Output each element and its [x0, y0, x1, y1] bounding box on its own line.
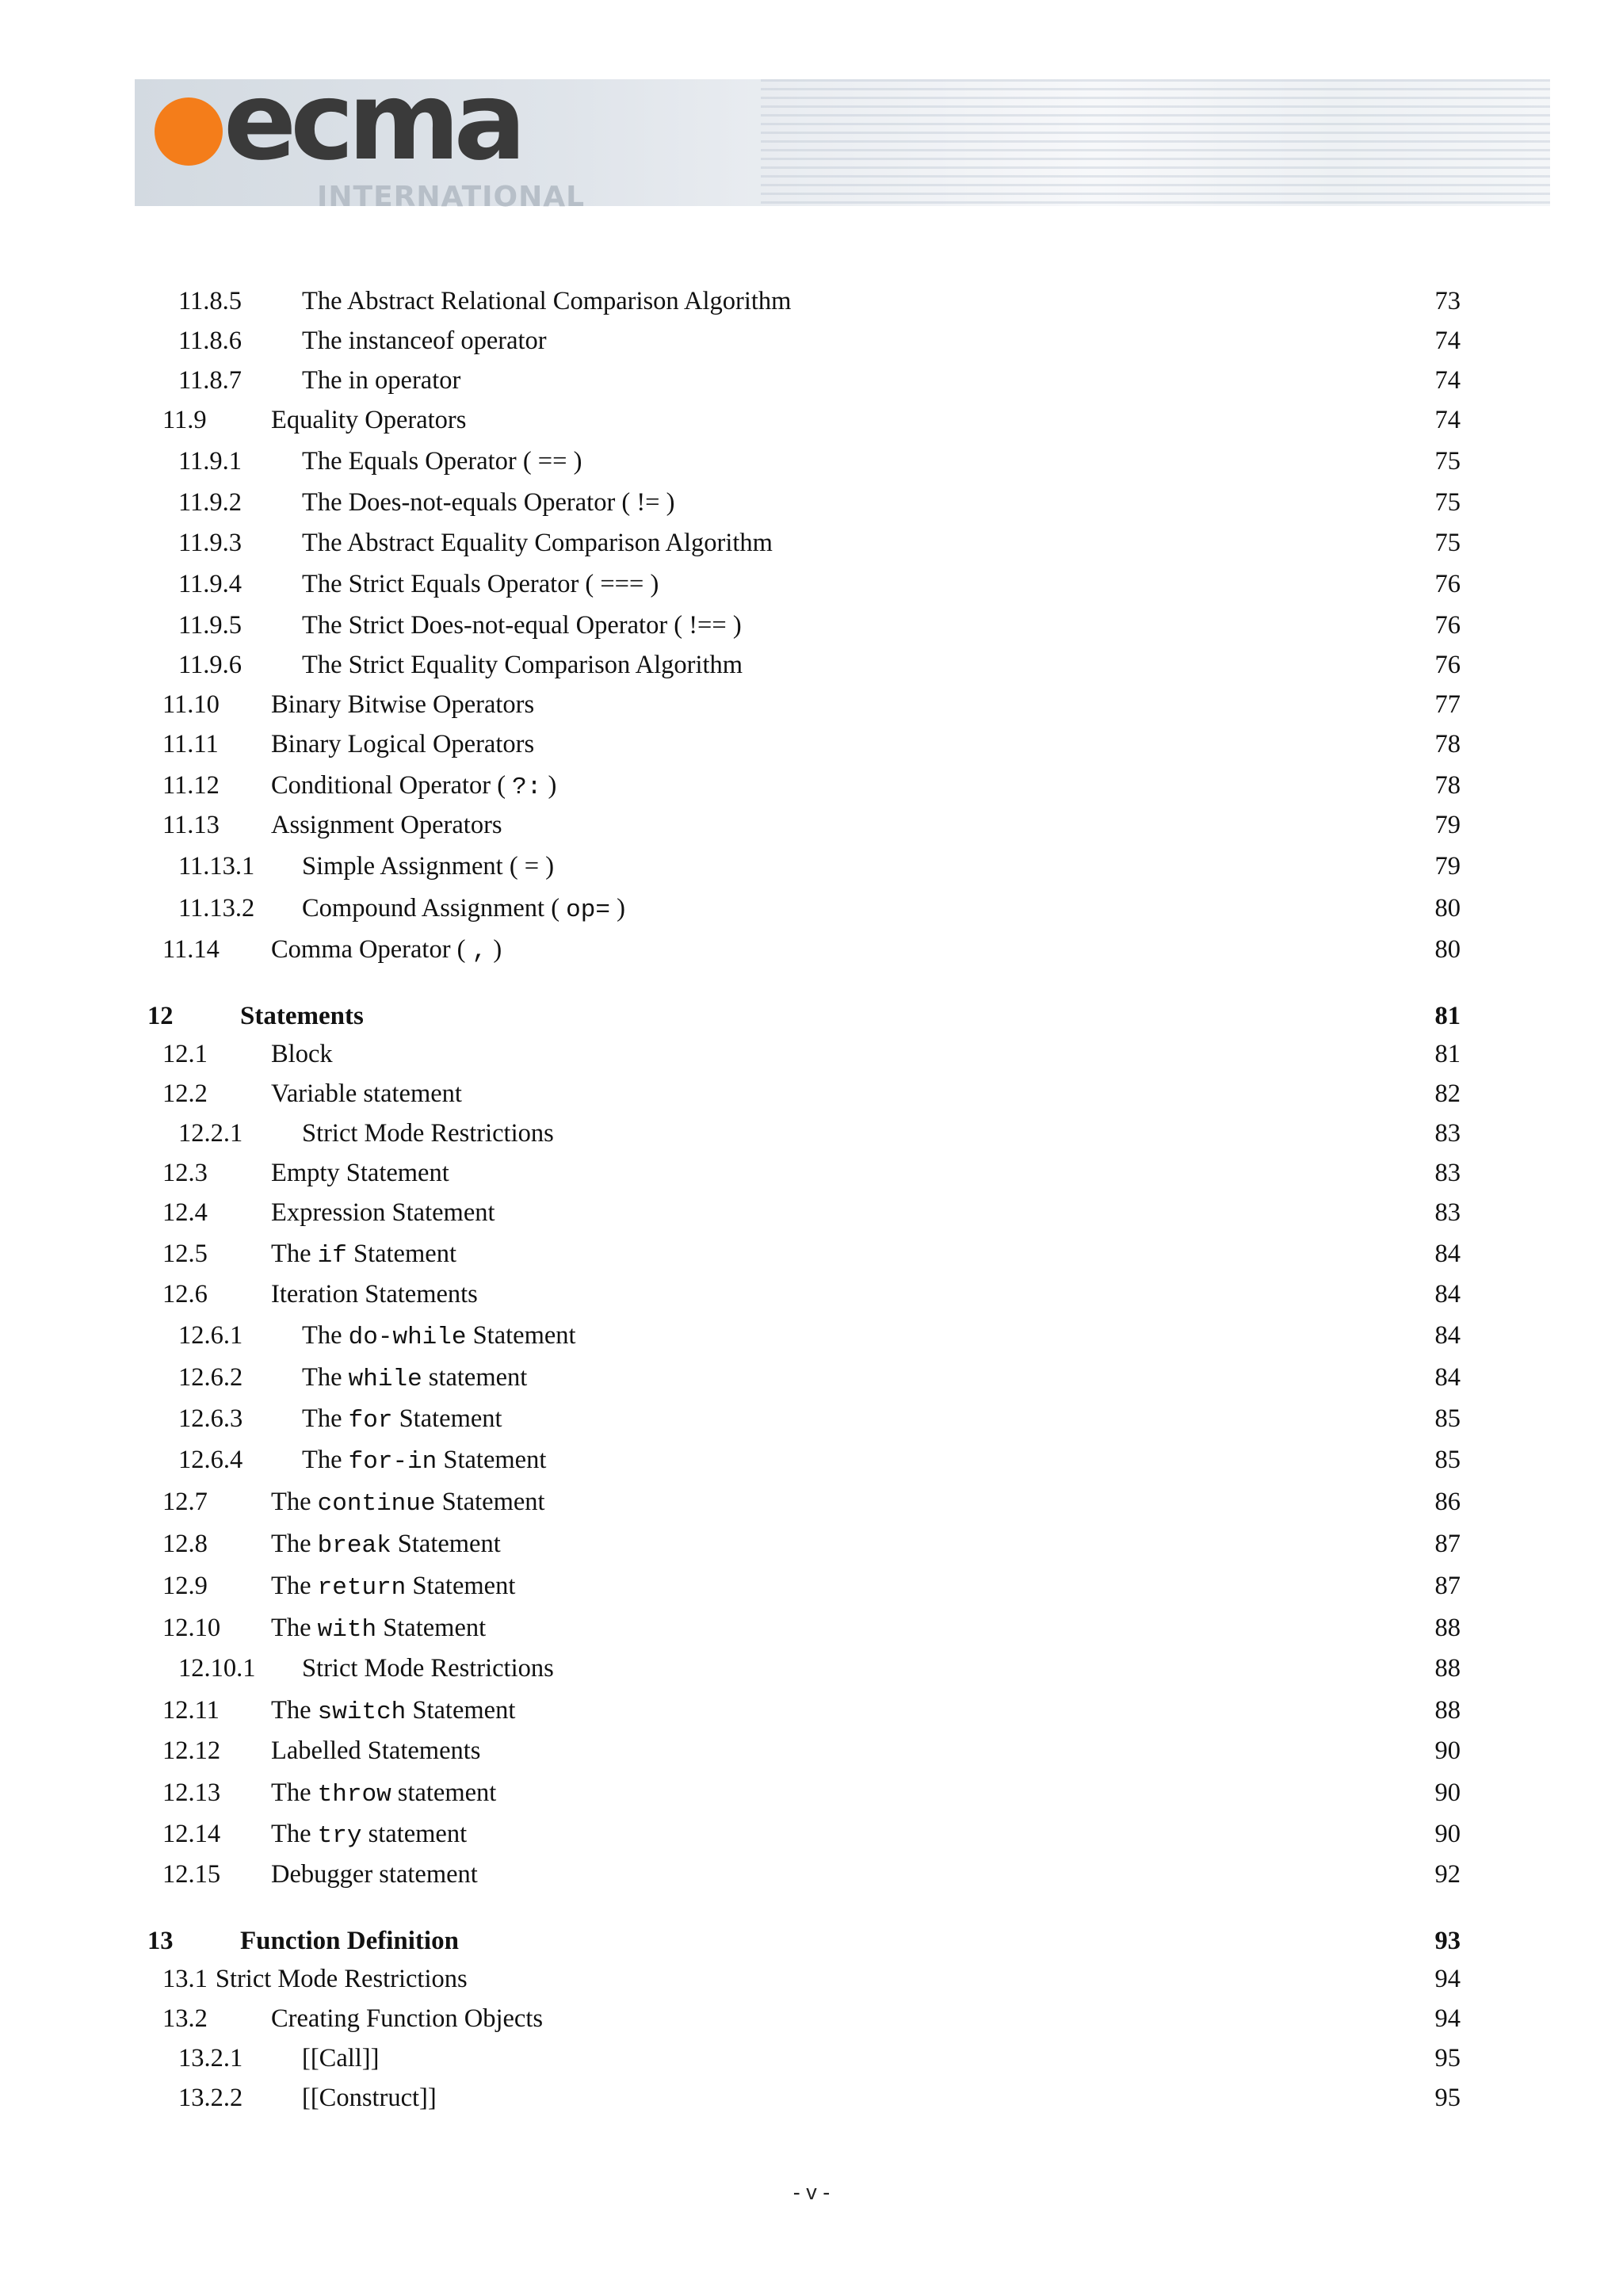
- title-text: Conditional Operator (: [271, 771, 513, 800]
- toc-entry-page: 90: [1434, 1736, 1461, 1765]
- toc-entry-page: 75: [1434, 488, 1461, 517]
- code-keyword: with: [317, 1616, 377, 1644]
- toc-entry-page: 88: [1434, 1654, 1461, 1683]
- toc-entry[interactable]: [0, 1360, 1623, 1395]
- title-text: Equality Operators: [271, 406, 467, 434]
- toc-entry-page: 84: [1434, 1280, 1461, 1308]
- title-text: The: [302, 1321, 349, 1350]
- title-text: The Abstract Relational Comparison Algorithm: [302, 287, 792, 315]
- toc-entry-page: 90: [1434, 1778, 1461, 1807]
- toc-entry-title: [271, 1693, 515, 1730]
- toc-entry[interactable]: [0, 1277, 1623, 1312]
- title-text: Creating Function Objects: [271, 2004, 543, 2033]
- toc-entry-title: [271, 727, 534, 762]
- toc-entry-title: [271, 403, 466, 437]
- ecma-logo-wordmark: ecma: [223, 59, 521, 185]
- toc-entry[interactable]: [0, 567, 1623, 602]
- title-text: The in operator: [302, 366, 461, 395]
- toc-entry-title: [271, 1526, 501, 1564]
- code-keyword: op=: [566, 896, 610, 924]
- title-text: Simple Assignment ( = ): [302, 852, 555, 881]
- toc-entry-number: 11.9.3: [178, 529, 242, 557]
- toc-entry-page: 83: [1434, 1159, 1461, 1187]
- toc-entry-page: 85: [1434, 1404, 1461, 1433]
- toc-entry-page: 75: [1434, 529, 1461, 557]
- title-text: Compound Assignment (: [302, 894, 567, 923]
- title-text: Iteration Statements: [271, 1280, 478, 1308]
- toc-entry-number: 12.7: [162, 1488, 208, 1516]
- toc-entry-number: 12.6.3: [178, 1404, 243, 1433]
- toc-entry[interactable]: [0, 1775, 1623, 1810]
- title-text: The: [271, 1820, 318, 1848]
- toc-entry-title: [302, 1318, 576, 1355]
- toc-entry-number: 12.12: [162, 1736, 221, 1765]
- toc-entry-page: 95: [1434, 2084, 1461, 2112]
- title-text: The Strict Equals Operator ( === ): [302, 570, 659, 598]
- title-text: Block: [271, 1040, 333, 1068]
- toc-entry-number: 12.14: [162, 1820, 221, 1848]
- code-keyword: try: [317, 1822, 362, 1850]
- title-text: The Abstract Equality Comparison Algorithm: [302, 529, 773, 557]
- title-text: Statements: [240, 1002, 364, 1030]
- toc-entry-title: [302, 1401, 502, 1438]
- toc-entry-title: [302, 567, 659, 602]
- toc-entry-number: 12.1: [162, 1040, 208, 1068]
- header-banner-stripes: [761, 79, 1550, 206]
- title-text: [[Call]]: [302, 2044, 380, 2073]
- toc-entry-page: 94: [1434, 1965, 1461, 1993]
- toc-entry[interactable]: [0, 403, 1623, 437]
- toc-entry[interactable]: [0, 2041, 1623, 2076]
- toc-entry[interactable]: [0, 648, 1623, 682]
- code-keyword: switch: [317, 1698, 407, 1726]
- title-text: The: [271, 1778, 318, 1807]
- toc-entry-page: 74: [1434, 366, 1461, 395]
- toc-entry-page: 88: [1434, 1696, 1461, 1725]
- title-text: The: [271, 1240, 318, 1268]
- toc-entry-page: 81: [1434, 1002, 1461, 1030]
- title-text: Expression Statement: [271, 1198, 495, 1227]
- toc-entry-title: [302, 284, 791, 319]
- toc-entry-page: 83: [1434, 1119, 1461, 1148]
- toc-entry[interactable]: [0, 768, 1623, 803]
- toc-entry-page: 94: [1434, 2004, 1461, 2033]
- title-text: Statement: [376, 1614, 487, 1642]
- toc-entry-page: 93: [1434, 1927, 1461, 1955]
- toc-entry-number: 11.9.6: [178, 651, 242, 679]
- toc-entry-number: 13.1: [162, 1965, 208, 1993]
- toc-entry-page: 79: [1434, 811, 1461, 839]
- toc-entry[interactable]: [0, 808, 1623, 842]
- toc-entry-title: [302, 525, 773, 560]
- toc-entry[interactable]: [0, 727, 1623, 762]
- toc-entry-page: 80: [1434, 935, 1461, 964]
- title-text: Labelled Statements: [271, 1736, 481, 1765]
- toc-entry-number: 12.5: [162, 1240, 208, 1268]
- toc-entry-title: [302, 1442, 546, 1480]
- toc-entry[interactable]: [0, 2080, 1623, 2115]
- toc-entry-page: 81: [1434, 1040, 1461, 1068]
- title-text: Binary Logical Operators: [271, 730, 535, 758]
- toc-entry[interactable]: [0, 444, 1623, 479]
- toc-entry-title: [271, 768, 556, 805]
- toc-entry-number: 11.9.1: [178, 447, 242, 476]
- title-text: The instanceof operator: [302, 327, 547, 355]
- toc-entry-title: [302, 1116, 554, 1151]
- title-text: The: [271, 1530, 318, 1558]
- title-text: Statement: [346, 1240, 456, 1268]
- toc-entry[interactable]: [0, 1156, 1623, 1190]
- title-text: Variable statement: [271, 1079, 462, 1108]
- toc-entry-page: 80: [1434, 894, 1461, 923]
- toc-entry[interactable]: [0, 2001, 1623, 2036]
- code-keyword: if: [317, 1242, 347, 1270]
- toc-entry-page: 77: [1434, 690, 1461, 719]
- toc-entry[interactable]: [0, 1076, 1623, 1111]
- toc-entry-page: 76: [1434, 611, 1461, 640]
- toc-entry-number: 12: [147, 1002, 174, 1030]
- toc-entry-number: 12.6.1: [178, 1321, 243, 1350]
- toc-entry[interactable]: [0, 1116, 1623, 1151]
- toc-entry-title: [271, 1775, 496, 1813]
- title-text: Binary Bitwise Operators: [271, 690, 535, 719]
- toc-entry[interactable]: [0, 999, 1623, 1033]
- toc-entry-number: 12.10.1: [178, 1654, 256, 1683]
- toc-entry-page: 83: [1434, 1198, 1461, 1227]
- toc-entry-title: [302, 849, 554, 884]
- title-text: The: [302, 1363, 349, 1392]
- toc-entry-title: [302, 485, 674, 520]
- toc-entry[interactable]: [0, 1817, 1623, 1851]
- toc-entry[interactable]: [0, 1924, 1623, 1958]
- title-text: Statement: [391, 1530, 501, 1558]
- title-text: Statement: [466, 1321, 576, 1350]
- toc-entry-page: 74: [1434, 406, 1461, 434]
- toc-entry-number: 12.10: [162, 1614, 221, 1642]
- toc-entry-page: 92: [1434, 1860, 1461, 1889]
- toc-entry-number: 11.8.6: [178, 327, 242, 355]
- toc-entry-title: [271, 1484, 545, 1522]
- toc-entry-page: 84: [1434, 1321, 1461, 1350]
- title-text: statement: [422, 1363, 528, 1392]
- toc-entry[interactable]: [0, 323, 1623, 358]
- toc-entry-page: 95: [1434, 2044, 1461, 2073]
- toc-entry-number: 13.2.2: [178, 2084, 243, 2112]
- toc-entry-title: [271, 1156, 449, 1190]
- toc-entry-title: [302, 323, 547, 358]
- toc-entry-number: 11.13: [162, 811, 220, 839]
- toc-entry-page: 86: [1434, 1488, 1461, 1516]
- toc-entry-page: 90: [1434, 1820, 1461, 1848]
- toc-entry[interactable]: [0, 1610, 1623, 1645]
- toc-entry-page: 87: [1434, 1572, 1461, 1600]
- toc-entry[interactable]: [0, 1484, 1623, 1519]
- toc-entry-page: 76: [1434, 651, 1461, 679]
- toc-entry-number: 11.9.2: [178, 488, 242, 517]
- toc-entry-number: 12.6: [162, 1280, 208, 1308]
- toc-entry[interactable]: [0, 891, 1623, 926]
- toc-entry-number: 11.8.5: [178, 287, 242, 315]
- toc-entry[interactable]: [0, 1037, 1623, 1072]
- toc-entry-number: 11.14: [162, 935, 220, 964]
- toc-entry-title: [271, 932, 502, 969]
- toc-entry-page: 79: [1434, 852, 1461, 881]
- toc-entry-number: 12.4: [162, 1198, 208, 1227]
- toc-entry[interactable]: [0, 485, 1623, 520]
- toc-entry-title: [271, 1568, 515, 1606]
- title-text: Assignment Operators: [271, 811, 502, 839]
- toc-entry-number: 11.8.7: [178, 366, 242, 395]
- ecma-logo-subtitle: INTERNATIONAL: [317, 181, 586, 213]
- title-text: Statement: [437, 1446, 547, 1474]
- toc-entry-number: 12.3: [162, 1159, 208, 1187]
- toc-entry-number: 12.15: [162, 1860, 221, 1889]
- page-number-footer: - v -: [792, 2180, 831, 2204]
- toc-entry-title: [302, 648, 743, 682]
- toc-entry-title: [302, 891, 625, 928]
- toc-entry-number: 12.6.4: [178, 1446, 243, 1474]
- toc-entry-number: 13.2.1: [178, 2044, 243, 2073]
- toc-entry-page: 74: [1434, 327, 1461, 355]
- toc-entry-page: 82: [1434, 1079, 1461, 1108]
- toc-entry-title: [302, 363, 460, 398]
- title-text: Empty Statement: [271, 1159, 449, 1187]
- toc-entry-title: [240, 1924, 459, 1958]
- toc-entry-number: 11.13.2: [178, 894, 255, 923]
- code-keyword: continue: [317, 1490, 436, 1518]
- toc-entry[interactable]: [0, 932, 1623, 967]
- toc-entry[interactable]: [0, 1318, 1623, 1353]
- toc-entry-title: [271, 1195, 495, 1230]
- toc-entry[interactable]: [0, 1401, 1623, 1436]
- title-text: The: [271, 1572, 318, 1600]
- toc-entry-page: 76: [1434, 570, 1461, 598]
- toc-entry-title: [240, 999, 364, 1033]
- toc-entry-title: [302, 444, 582, 479]
- toc-entry-number: 12.11: [162, 1696, 220, 1725]
- toc-entry[interactable]: [0, 284, 1623, 319]
- code-keyword: ,: [472, 938, 487, 965]
- toc-entry-number: 12.13: [162, 1778, 221, 1807]
- title-text: Strict Mode Restrictions: [302, 1654, 554, 1683]
- toc-entry-title: [271, 1733, 480, 1768]
- toc-entry[interactable]: [0, 1857, 1623, 1892]
- toc-entry-title: [271, 2001, 543, 2036]
- code-keyword: do-while: [348, 1324, 467, 1351]
- code-keyword: while: [348, 1366, 422, 1393]
- title-text: The: [271, 1614, 318, 1642]
- title-text: statement: [391, 1778, 497, 1807]
- toc-entry-number: 12.9: [162, 1572, 208, 1600]
- toc-entry[interactable]: [0, 608, 1623, 643]
- toc-entry-number: 12.6.2: [178, 1363, 243, 1392]
- toc-entry-page: 78: [1434, 730, 1461, 758]
- title-text: The: [302, 1404, 349, 1433]
- toc-entry-title: [271, 1037, 333, 1072]
- toc-entry-number: 11.10: [162, 690, 220, 719]
- code-keyword: return: [317, 1574, 407, 1602]
- toc-entry[interactable]: [0, 1526, 1623, 1561]
- toc-entry-number: 11.9.5: [178, 611, 242, 640]
- toc-entry-title: [271, 1857, 478, 1892]
- toc-entry-title: [271, 1817, 467, 1854]
- toc-entry-title: [271, 1076, 462, 1111]
- toc-entry-title: [302, 2041, 379, 2076]
- toc-entry[interactable]: [0, 849, 1623, 884]
- toc-entry-page: 84: [1434, 1363, 1461, 1392]
- code-keyword: break: [317, 1532, 391, 1560]
- toc-entry[interactable]: [0, 525, 1623, 560]
- title-text: The Strict Does-not-equal Operator ( !== ): [302, 611, 742, 640]
- title-text: Statement: [406, 1696, 516, 1725]
- toc-entry-title: [271, 808, 502, 842]
- toc-entry-title: [271, 1277, 478, 1312]
- toc-entry[interactable]: [0, 1651, 1623, 1686]
- title-text: Strict Mode Restrictions: [302, 1119, 554, 1148]
- toc-entry-page: 84: [1434, 1240, 1461, 1268]
- toc-entry-number: 13.2: [162, 2004, 208, 2033]
- toc-entry-number: 11.13.1: [178, 852, 255, 881]
- toc-entry-number: 11.9: [162, 406, 207, 434]
- title-text: Statement: [392, 1404, 502, 1433]
- toc-entry-page: 75: [1434, 447, 1461, 476]
- toc-entry-title: [302, 608, 742, 643]
- toc-entry[interactable]: [0, 687, 1623, 722]
- toc-entry-page: 88: [1434, 1614, 1461, 1642]
- title-text: ): [487, 935, 502, 964]
- toc-entry-page: 87: [1434, 1530, 1461, 1558]
- toc-entry-title: [271, 1610, 486, 1648]
- title-text: Statement: [435, 1488, 545, 1516]
- toc-entry-title: [302, 1651, 554, 1686]
- title-text: Strict Mode Restrictions: [215, 1965, 468, 1993]
- title-text: ): [541, 771, 557, 800]
- toc-entry-number: 13: [147, 1927, 174, 1955]
- title-text: The Strict Equality Comparison Algorithm: [302, 651, 743, 679]
- code-keyword: for-in: [348, 1448, 437, 1476]
- title-text: [[Construct]]: [302, 2084, 437, 2112]
- toc-entry[interactable]: [0, 1568, 1623, 1603]
- toc-entry-title: [302, 2080, 437, 2115]
- toc-entry-title: [302, 1360, 527, 1397]
- title-text: The: [271, 1696, 318, 1725]
- toc-entry[interactable]: [0, 363, 1623, 398]
- toc-entry[interactable]: [0, 1962, 1623, 1996]
- toc-entry-number: 12.2: [162, 1079, 208, 1108]
- toc-entry-number: 11.12: [162, 771, 220, 800]
- title-text: Function Definition: [240, 1927, 459, 1955]
- title-text: Debugger statement: [271, 1860, 478, 1889]
- title-text: Statement: [406, 1572, 516, 1600]
- title-text: Comma Operator (: [271, 935, 472, 964]
- toc-entry[interactable]: [0, 1236, 1623, 1271]
- toc-entry-number: 11.9.4: [178, 570, 242, 598]
- toc-entry-title: [271, 1236, 456, 1274]
- title-text: The Equals Operator ( == ): [302, 447, 582, 476]
- code-keyword: throw: [317, 1781, 391, 1809]
- title-text: The: [271, 1488, 318, 1516]
- toc-entry[interactable]: [0, 1195, 1623, 1230]
- toc-entry-page: 73: [1434, 287, 1461, 315]
- title-text: ): [609, 894, 625, 923]
- toc-entry-number: 11.11: [162, 730, 219, 758]
- toc-entry[interactable]: [0, 1442, 1623, 1477]
- title-text: The: [302, 1446, 349, 1474]
- toc-entry-title: [216, 1962, 468, 1996]
- code-keyword: ?:: [512, 774, 542, 801]
- code-keyword: for: [348, 1407, 393, 1435]
- toc-entry-number: 12.8: [162, 1530, 208, 1558]
- toc-entry-number: 12.2.1: [178, 1119, 243, 1148]
- toc-entry[interactable]: [0, 1693, 1623, 1728]
- title-text: The Does-not-equals Operator ( != ): [302, 488, 675, 517]
- ecma-logo-dot-icon: [155, 97, 223, 166]
- toc-entry[interactable]: [0, 1733, 1623, 1768]
- toc-entry-title: [271, 687, 534, 722]
- title-text: statement: [361, 1820, 468, 1848]
- toc-entry-page: 78: [1434, 771, 1461, 800]
- toc-entry-page: 85: [1434, 1446, 1461, 1474]
